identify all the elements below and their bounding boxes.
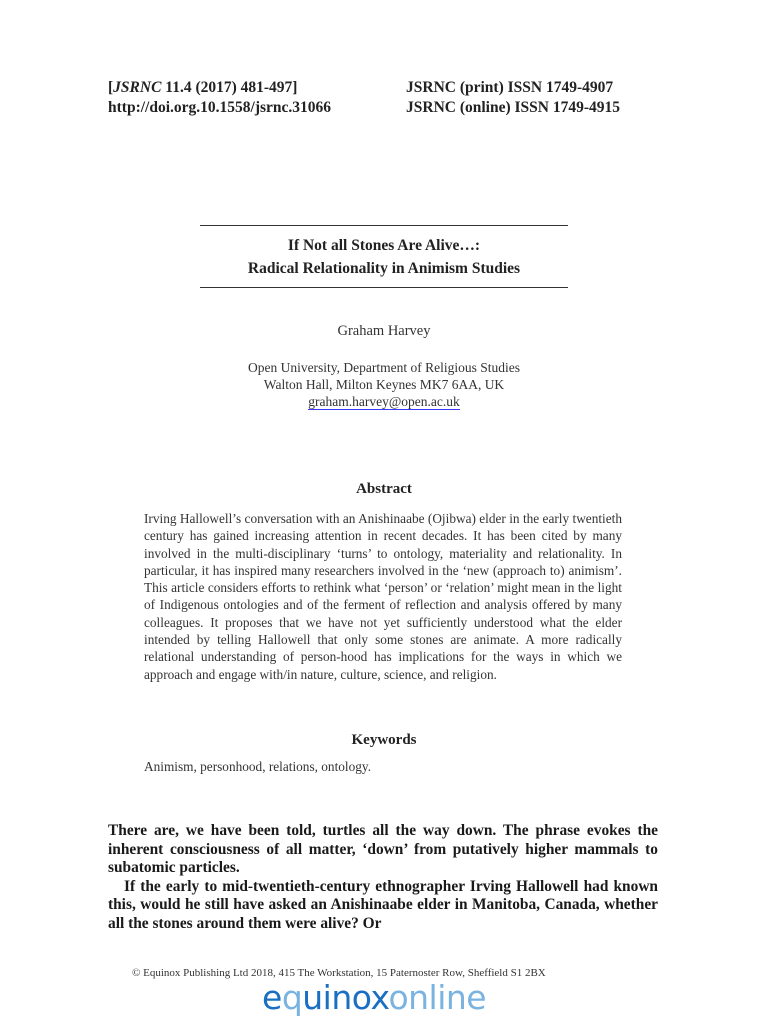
email-link[interactable]: graham.harvey@open.ac.uk <box>308 394 460 409</box>
keywords-heading: Keywords <box>351 732 417 748</box>
body-paragraph-2: If the early to mid-twentieth-century ethnographer Irving Hallowell had known this, would he still have asked an Anishinaabe elder in Manitoba, Canada, whether all the stones around them were alive? Or <box>108 877 658 932</box>
equinox-online-logo: equinoxonline <box>262 978 487 1017</box>
title-rule-top <box>200 225 568 226</box>
email-wrapper <box>0 393 768 410</box>
copyright-notice: © Equinox Publishing Ltd 2018, 415 The Workstation, 15 Paternoster Row, Sheffield S1 2BX <box>132 967 546 979</box>
doi-link[interactable]: http://doi.org.10.1558/jsrnc.31066 <box>108 99 332 116</box>
body-text <box>108 822 658 934</box>
citation-line: [JSRNC 11.4 (2017) 481-497] <box>108 79 298 96</box>
abstract-heading: Abstract <box>356 481 412 497</box>
title-rule-bottom <box>200 287 568 288</box>
issn-online: JSRNC (online) ISSN 1749-4915 <box>406 99 621 116</box>
citation-block <box>108 78 408 118</box>
affiliation-line2: Walton Hall, Milton Keynes MK7 6AA, UK <box>263 377 505 392</box>
affiliation-line1: Open University, Department of Religious Studies <box>247 360 521 375</box>
abstract-text: Irving Hallowell’s conversation with an Anishinaabe (Ojibwa) elder in the early twentieth century has gained increasing attention in recent decades. It has been cited by many involved in the multi-disciplinary ‘turns’ to ontology, materiality and relationality. In particular, it has inspired many researchers involved in the ‘new (approach to) animism’. This article considers efforts to rethink what ‘person’ or ‘relation’ might mean in the light of Indigenous ontologies and of the ferment of reflection and analysis offered by many colleagues. It proposes that we have not yet sufficiently understood what the elder intended by telling Hallowell that only some stones are animate. A more radically relational understanding of person-hood has implications for the ways in which we approach and engage with/in nature, culture, science, and religion. <box>144 511 622 682</box>
article-title-line1: If Not all Stones Are Alive…: <box>287 237 481 254</box>
body-paragraph-1: There are, we have been told, turtles all the way down. The phrase evokes the inherent consciousness of all matter, ‘down’ from putatively higher mammals to subatomic particles. <box>108 822 658 877</box>
author-name: Graham Harvey <box>337 323 431 339</box>
issn-print: JSRNC (print) ISSN 1749-4907 <box>406 79 614 96</box>
keywords-text: Animism, personhood, relations, ontology. <box>144 759 372 774</box>
article-title-line2: Radical Relationality in Animism Studies <box>247 260 521 277</box>
issn-block <box>406 78 666 118</box>
journal-abbrev: JSRNC <box>113 79 162 96</box>
